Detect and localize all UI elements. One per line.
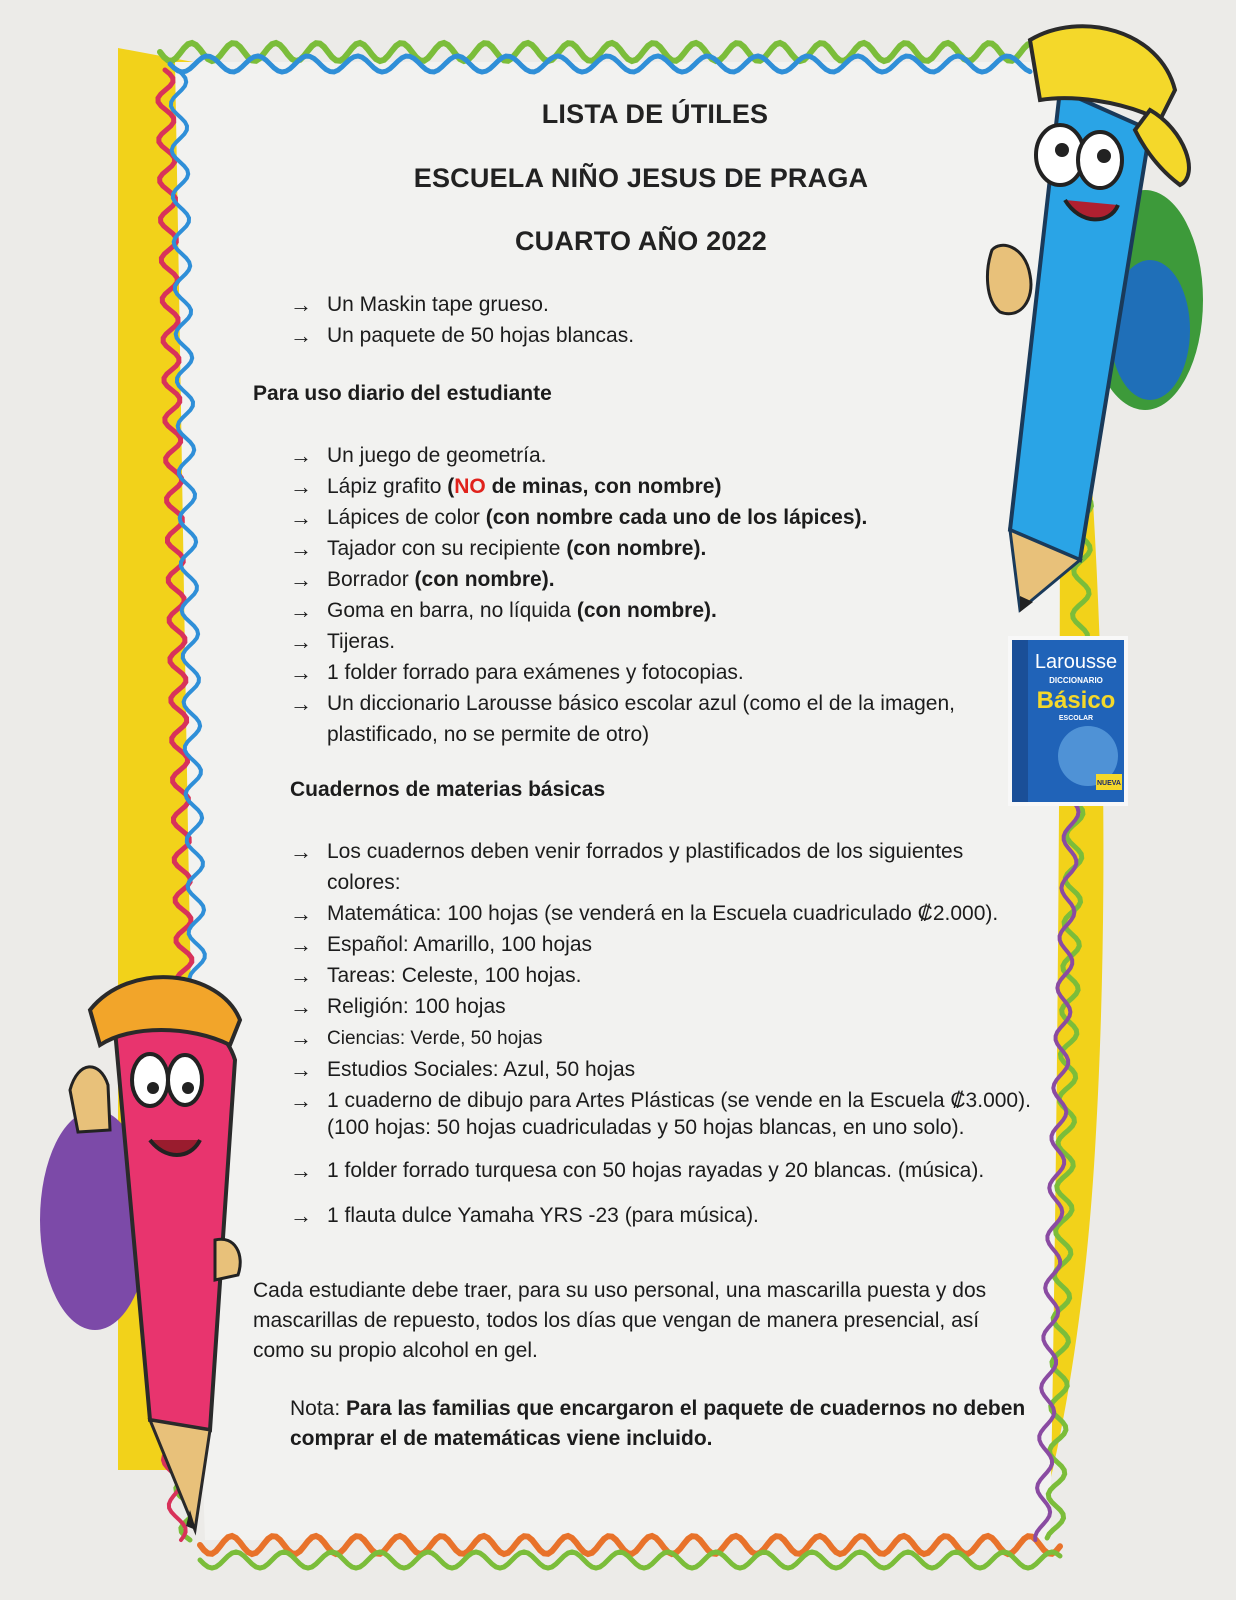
mask-paragraph: Cada estudiante debe traer, para su uso personal, una mascarilla puesta y dos mascarillas de repuesto, todos los días que vengan de manera presencial, así como su propio alcohol en gel. bbox=[253, 1279, 987, 1362]
arrow-icon: → bbox=[290, 567, 312, 592]
list-item: → Goma en barra, no líquida (con nombre). bbox=[290, 595, 1010, 626]
list-item: → Español: Amarillo, 100 hojas bbox=[290, 929, 1050, 960]
arrow-icon: → bbox=[290, 839, 312, 864]
list-item: → 1 flauta dulce Yamaha YRS -23 (para música). bbox=[290, 1200, 1050, 1231]
arrow-icon: → bbox=[290, 505, 312, 530]
list-item: → Religión: 100 hojas bbox=[290, 991, 1050, 1022]
list-item: → 1 folder forrado para exámenes y fotocopias. bbox=[290, 657, 1010, 688]
list-item: → Los cuadernos deben venir forrados y plastificados de los siguientes colores: bbox=[290, 836, 1017, 898]
arrow-icon: → bbox=[290, 963, 312, 988]
arrow-icon: → bbox=[290, 1057, 312, 1082]
note-paragraph bbox=[290, 1394, 1035, 1454]
dictionary-badge: NUEVA bbox=[1097, 780, 1121, 787]
dictionary-brand: Larousse bbox=[1034, 651, 1118, 673]
section-heading-daily: Para uso diario del estudiante bbox=[253, 382, 552, 405]
arrow-icon: → bbox=[290, 901, 312, 926]
list-item: → 1 folder forrado turquesa con 50 hojas rayadas y 20 blancas. (música). bbox=[290, 1155, 1050, 1186]
list-item: → Matemática: 100 hojas (se venderá en la Escuela cuadriculado ₡2.000). bbox=[290, 898, 1050, 929]
arrow-icon: → bbox=[290, 1088, 312, 1113]
list-item: → Un juego de geometría. bbox=[290, 440, 1010, 471]
arrow-icon: → bbox=[290, 1025, 312, 1050]
dictionary-line1: DICCIONARIO bbox=[1049, 676, 1103, 685]
note-text: Para las familias que encargaron el paquete de cuadernos no deben comprar el de matemáticas viene incluido. bbox=[290, 1397, 1026, 1450]
general-supplies-list bbox=[290, 289, 634, 351]
list-item: → Tareas: Celeste, 100 hojas. bbox=[290, 960, 1050, 991]
arrow-icon: → bbox=[290, 660, 312, 685]
list-item: → Un diccionario Larousse básico escolar azul (como el de la imagen, plastificado, no se permite de otro) bbox=[290, 688, 1010, 750]
notebooks-list bbox=[290, 836, 1050, 1231]
arrow-icon: → bbox=[290, 691, 312, 716]
arrow-icon: → bbox=[290, 323, 312, 348]
list-item: → Un Maskin tape grueso. bbox=[290, 289, 634, 320]
arrow-icon: → bbox=[290, 932, 312, 957]
list-item: → Estudios Sociales: Azul, 50 hojas bbox=[290, 1054, 1050, 1085]
grade-year: CUARTO AÑO 2022 bbox=[514, 226, 768, 256]
list-item: → Lápiz grafito (NO de minas, con nombre) bbox=[290, 471, 1010, 502]
arrow-icon: → bbox=[290, 1203, 312, 1228]
dictionary-line3: ESCOLAR bbox=[1058, 715, 1094, 722]
highlight-no: NO bbox=[454, 475, 486, 498]
list-item: → Ciencias: Verde, 50 hojas bbox=[290, 1022, 1050, 1054]
arrow-icon: → bbox=[290, 292, 312, 317]
document-title: LISTA DE ÚTILES bbox=[541, 99, 769, 129]
arrow-icon: → bbox=[290, 474, 312, 499]
arrow-icon: → bbox=[290, 994, 312, 1019]
school-name: ESCUELA NIÑO JESUS DE PRAGA bbox=[413, 163, 869, 193]
list-item: → Tajador con su recipiente (con nombre). bbox=[290, 533, 1010, 564]
note-label: Nota: bbox=[290, 1397, 347, 1420]
arrow-icon: → bbox=[290, 1158, 312, 1183]
arrow-icon: → bbox=[290, 536, 312, 561]
list-item: → 1 cuaderno de dibujo para Artes Plásticas (se vende en la Escuela ₡3.000). (100 hojas: 50 hojas cuadriculadas y 50 hojas blancas, en uno solo). bbox=[290, 1088, 1031, 1139]
list-item: → Tijeras. bbox=[290, 626, 1010, 657]
section-heading-notebooks: Cuadernos de materias básicas bbox=[290, 778, 606, 801]
list-item: → Borrador (con nombre). bbox=[290, 564, 1010, 595]
list-item: → Lápices de color (con nombre cada uno de los lápices). bbox=[290, 502, 1010, 533]
list-item: → Un paquete de 50 hojas blancas. bbox=[290, 320, 634, 351]
arrow-icon: → bbox=[290, 629, 312, 654]
daily-supplies-list bbox=[290, 440, 1010, 750]
dictionary-line2: Básico bbox=[1036, 687, 1116, 714]
arrow-icon: → bbox=[290, 598, 312, 623]
arrow-icon: → bbox=[290, 443, 312, 468]
